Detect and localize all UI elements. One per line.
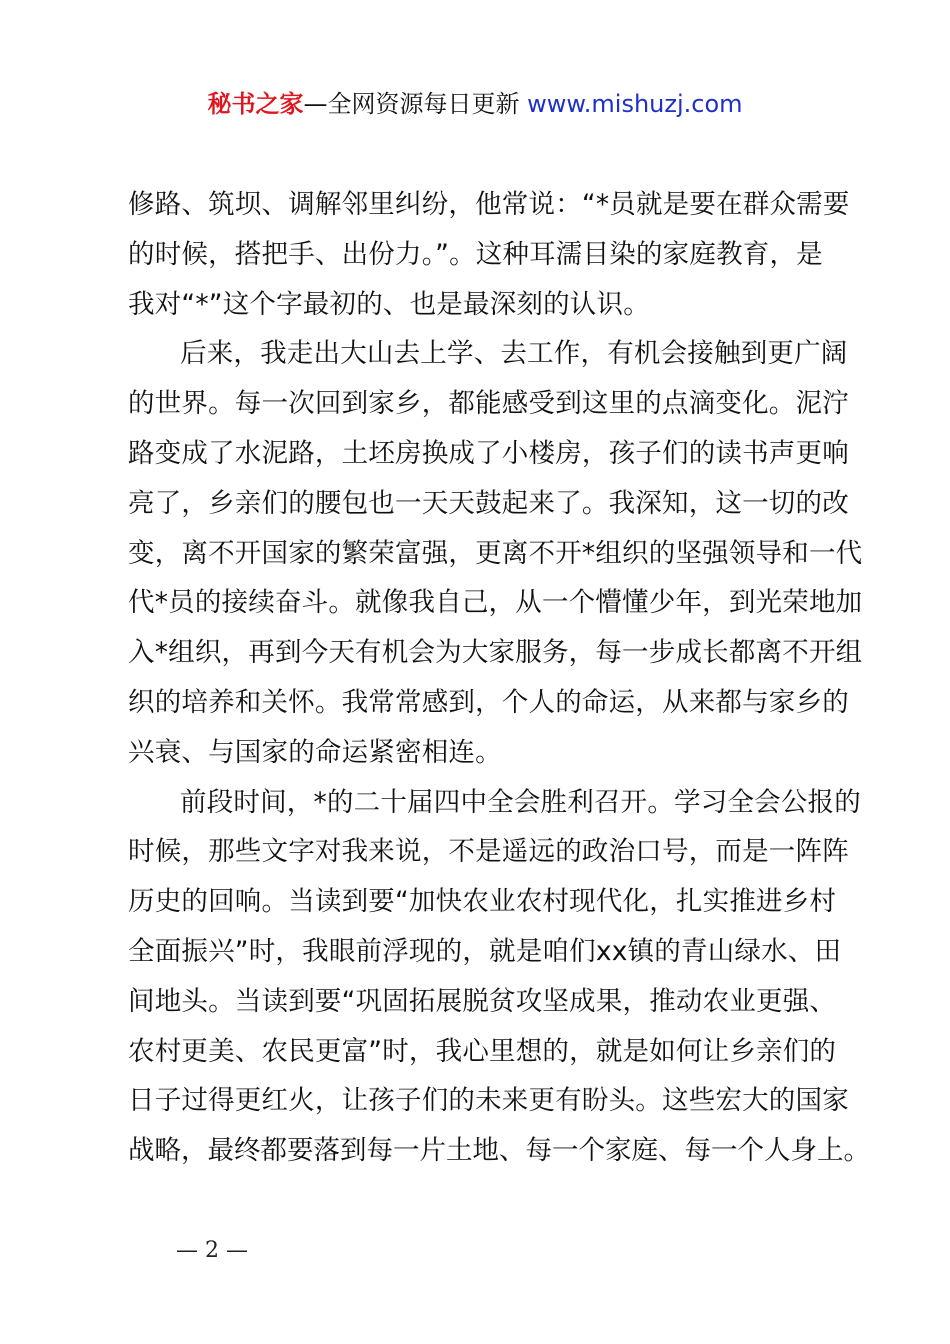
text-line: 的世界。每一次回到家乡，都能感受到这里的点滴变化。泥泞: [128, 388, 849, 420]
header-url[interactable]: www.mishuzj.com: [527, 90, 743, 118]
text-line: 后来，我走出大山去上学、去工作，有机会接触到更广阔: [180, 338, 848, 370]
text-line: 入*组织，再到今天有机会为大家服务，每一步成长都离不开组: [128, 637, 863, 669]
text-line: 兴衰、与国家的命运紧密相连。: [128, 736, 502, 768]
paragraph-3: [128, 778, 870, 1176]
text-line: 织的培养和关怀。我常常感到，个人的命运，从来都与家乡的: [128, 686, 849, 718]
paragraph-1: [128, 180, 850, 329]
header-brand: 秘书之家: [207, 90, 304, 118]
text-line: 修路、筑坝、调解邻里纠纷，他常说：“*员就是要在群众需要: [128, 189, 850, 220]
text-line: 日子过得更红火，让孩子们的未来更有盼头。这些宏大的国家: [128, 1085, 849, 1117]
text-line: 前段时间，*的二十届四中全会胜利召开。学习全会公报的: [180, 786, 861, 818]
page-number: — 2 —: [176, 1238, 248, 1263]
text-line: 战略，最终都要落到每一片土地、每一个家庭、每一个人身上。: [128, 1135, 870, 1167]
text-line: 农村更美、农民更富”时，我心里想的，就是如何让乡亲们的: [128, 1035, 837, 1067]
text-line: 我对“*”这个字最初的、也是最深刻的认识。: [128, 288, 650, 320]
text-line: 路变成了水泥路，土坯房换成了小楼房，孩子们的读书声更响: [128, 437, 849, 469]
text-line: 间地头。当读到要“巩固拓展脱贫攻坚成果，推动农业更强、: [128, 985, 837, 1017]
document-body: [128, 180, 870, 1176]
text-line: 全面振兴”时，我眼前浮现的，就是咱们xx镇的青山绿水、田: [128, 935, 842, 967]
text-line: 变，离不开国家的繁荣富强，更离不开*组织的坚强领导和一代: [128, 537, 863, 569]
text-line: 亮了，乡亲们的腰包也一天天鼓起来了。我深知，这一切的改: [128, 487, 849, 519]
text-line: 历史的回响。当读到要“加快农业农村现代化，扎实推进乡村: [128, 886, 837, 918]
text-line: 时候，那些文字对我来说，不是遥远的政治口号，而是一阵阵: [128, 836, 849, 868]
page-header: [0, 86, 950, 122]
paragraph-2: [128, 329, 863, 777]
header-tagline: —全网资源每日更新: [303, 90, 528, 118]
text-line: 代*员的接续奋斗。就像我自己，从一个懵懂少年，到光荣地加: [128, 587, 863, 619]
text-line: 的时候，搭把手、出份力。”。这种耳濡目染的家庭教育，是: [128, 238, 823, 270]
